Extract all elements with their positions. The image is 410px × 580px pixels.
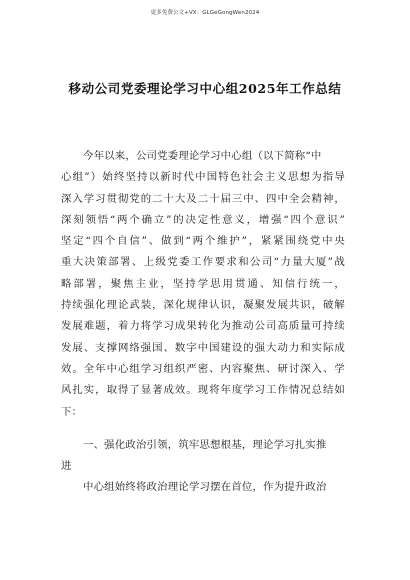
paragraph-1-line: 深入学习贯彻党的二十大及二十届三中、四中全会精神，	[61, 192, 345, 205]
document-body	[61, 146, 345, 499]
paragraph-1-line: 风扎实，取得了显著成效。现将年度学习工作情况总结如	[61, 384, 345, 397]
paragraph-1-line: 心组”）始终坚持以新时代中国特色社会主义思想为指导	[61, 171, 345, 184]
paragraph-1-line: 略部署，聚焦主业，坚持学思用贯通、知信行统一，	[61, 277, 345, 290]
document-title: 移动公司党委理论学习中心组2025年工作总结	[68, 81, 342, 96]
paragraph-gap	[61, 423, 345, 435]
paragraph-1-line: 深刻领悟“两个确立”的决定性意义，增强“四个意识”	[61, 213, 345, 226]
header-note: 更多免费公文+VX：GLGeGongWen2024	[150, 10, 260, 16]
section-1-heading-line: 一、强化政治引领，筑牢思想根基，理论学习扎实推	[83, 438, 327, 451]
paragraph-1-line: 发展、支撑网络强国、数字中国建设的强大动力和实际成	[61, 341, 345, 354]
paragraph-1-line: 坚定“四个自信”、做到“两个维护”，紧紧围绕党中央	[61, 235, 345, 248]
paragraph-1-line: 效。全年中心组学习组织严密、内容聚焦、研讨深入、学	[61, 362, 345, 375]
paragraph-1-line: 持续强化理论武装，深化规律认识，凝聚发展共识，破解	[61, 299, 345, 312]
paragraph-1-line: 重大决策部署、上级党委工作要求和公司“力量大厦”战	[61, 256, 345, 269]
paragraph-1-line: 发展难题，着力将学习成果转化为推动公司高质量可持续	[61, 320, 345, 333]
paragraph-2-line: 中心组始终将政治理论学习摆在首位，作为提升政治	[83, 481, 327, 494]
paragraph-1-line: 今年以来，公司党委理论学习中心组（以下简称“中	[83, 150, 322, 162]
section-1-heading-line: 进	[61, 460, 72, 473]
paragraph-1-line: 下：	[61, 405, 83, 418]
